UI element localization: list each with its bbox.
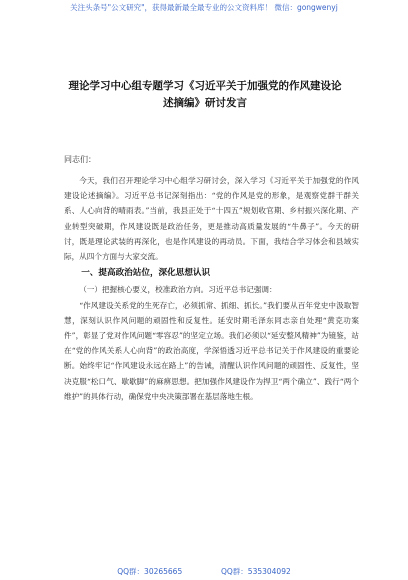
intro-paragraph: 今天，我们召开理论学习中心组学习研讨会，深入学习《习近平关于加强党的作风建设论述摘编》。习近平总书记深刻指出：“党的作风是党的形象，是观察党群干群关系、人心向背的晴雨表。”当前，我县正处于“十四五”规划收官期、乡村振兴深化期、产业转型突破期，作风建设既是政治任务，更是推动高质量发展的“牛鼻子”。今天的研讨，既是理论武装的再深化，也是作风建设的再动员。下面，我结合学习体会和县域实际，从四个方面与大家交流。 [64, 176, 359, 262]
document-body [64, 173, 359, 404]
top-banner: 关注头条号"公文研究"，获得最新最全最专业的公文资料库！ 微信：gongwenyj [70, 3, 338, 12]
title-line-2: 述摘编》研讨发言 [163, 97, 247, 109]
salutation: 同志们： [64, 155, 96, 164]
body-paragraph: “作风建设关系党的生死存亡，必须抓常、抓细、抓长。”我们要从百年党史中汲取智慧，深刻认识作风问题的顽固性和反复性。延安时期毛泽东同志亲自处理“黄克功案件”，彰显了党对作风问题“零容忍”的坚定立场。我们必须以“延安整风精神”为镜鉴，站在“党的作风关系人心向背”的政治高度，学深悟透习近平总书记关于作风建设的重要论断。始终牢记“作风建设永远在路上”的告诫，清醒认识作风问题的顽固性、反复性，坚决克服“松口气、歇歇脚”的麻痹思想。把加强作风建设作为捍卫“两个确立”、践行“两个维护”的具体行动，确保党中央决策部署在基层落地生根。 [64, 300, 359, 401]
footer [0, 566, 408, 577]
document-title [40, 78, 370, 112]
sub-heading-1: （一）把握核心要义，校准政治方向。习近平总书记强调： [79, 285, 277, 295]
title-line-1: 理论学习中心组专题学习《习近平关于加强党的作风建设论 [68, 80, 342, 92]
footer-qq-group-2: QQ群：535304092 [221, 567, 291, 576]
section-heading-1: 一、提高政治站位，深化思想认识 [81, 268, 211, 279]
footer-qq-group-1: QQ群：30265665 [117, 567, 183, 576]
